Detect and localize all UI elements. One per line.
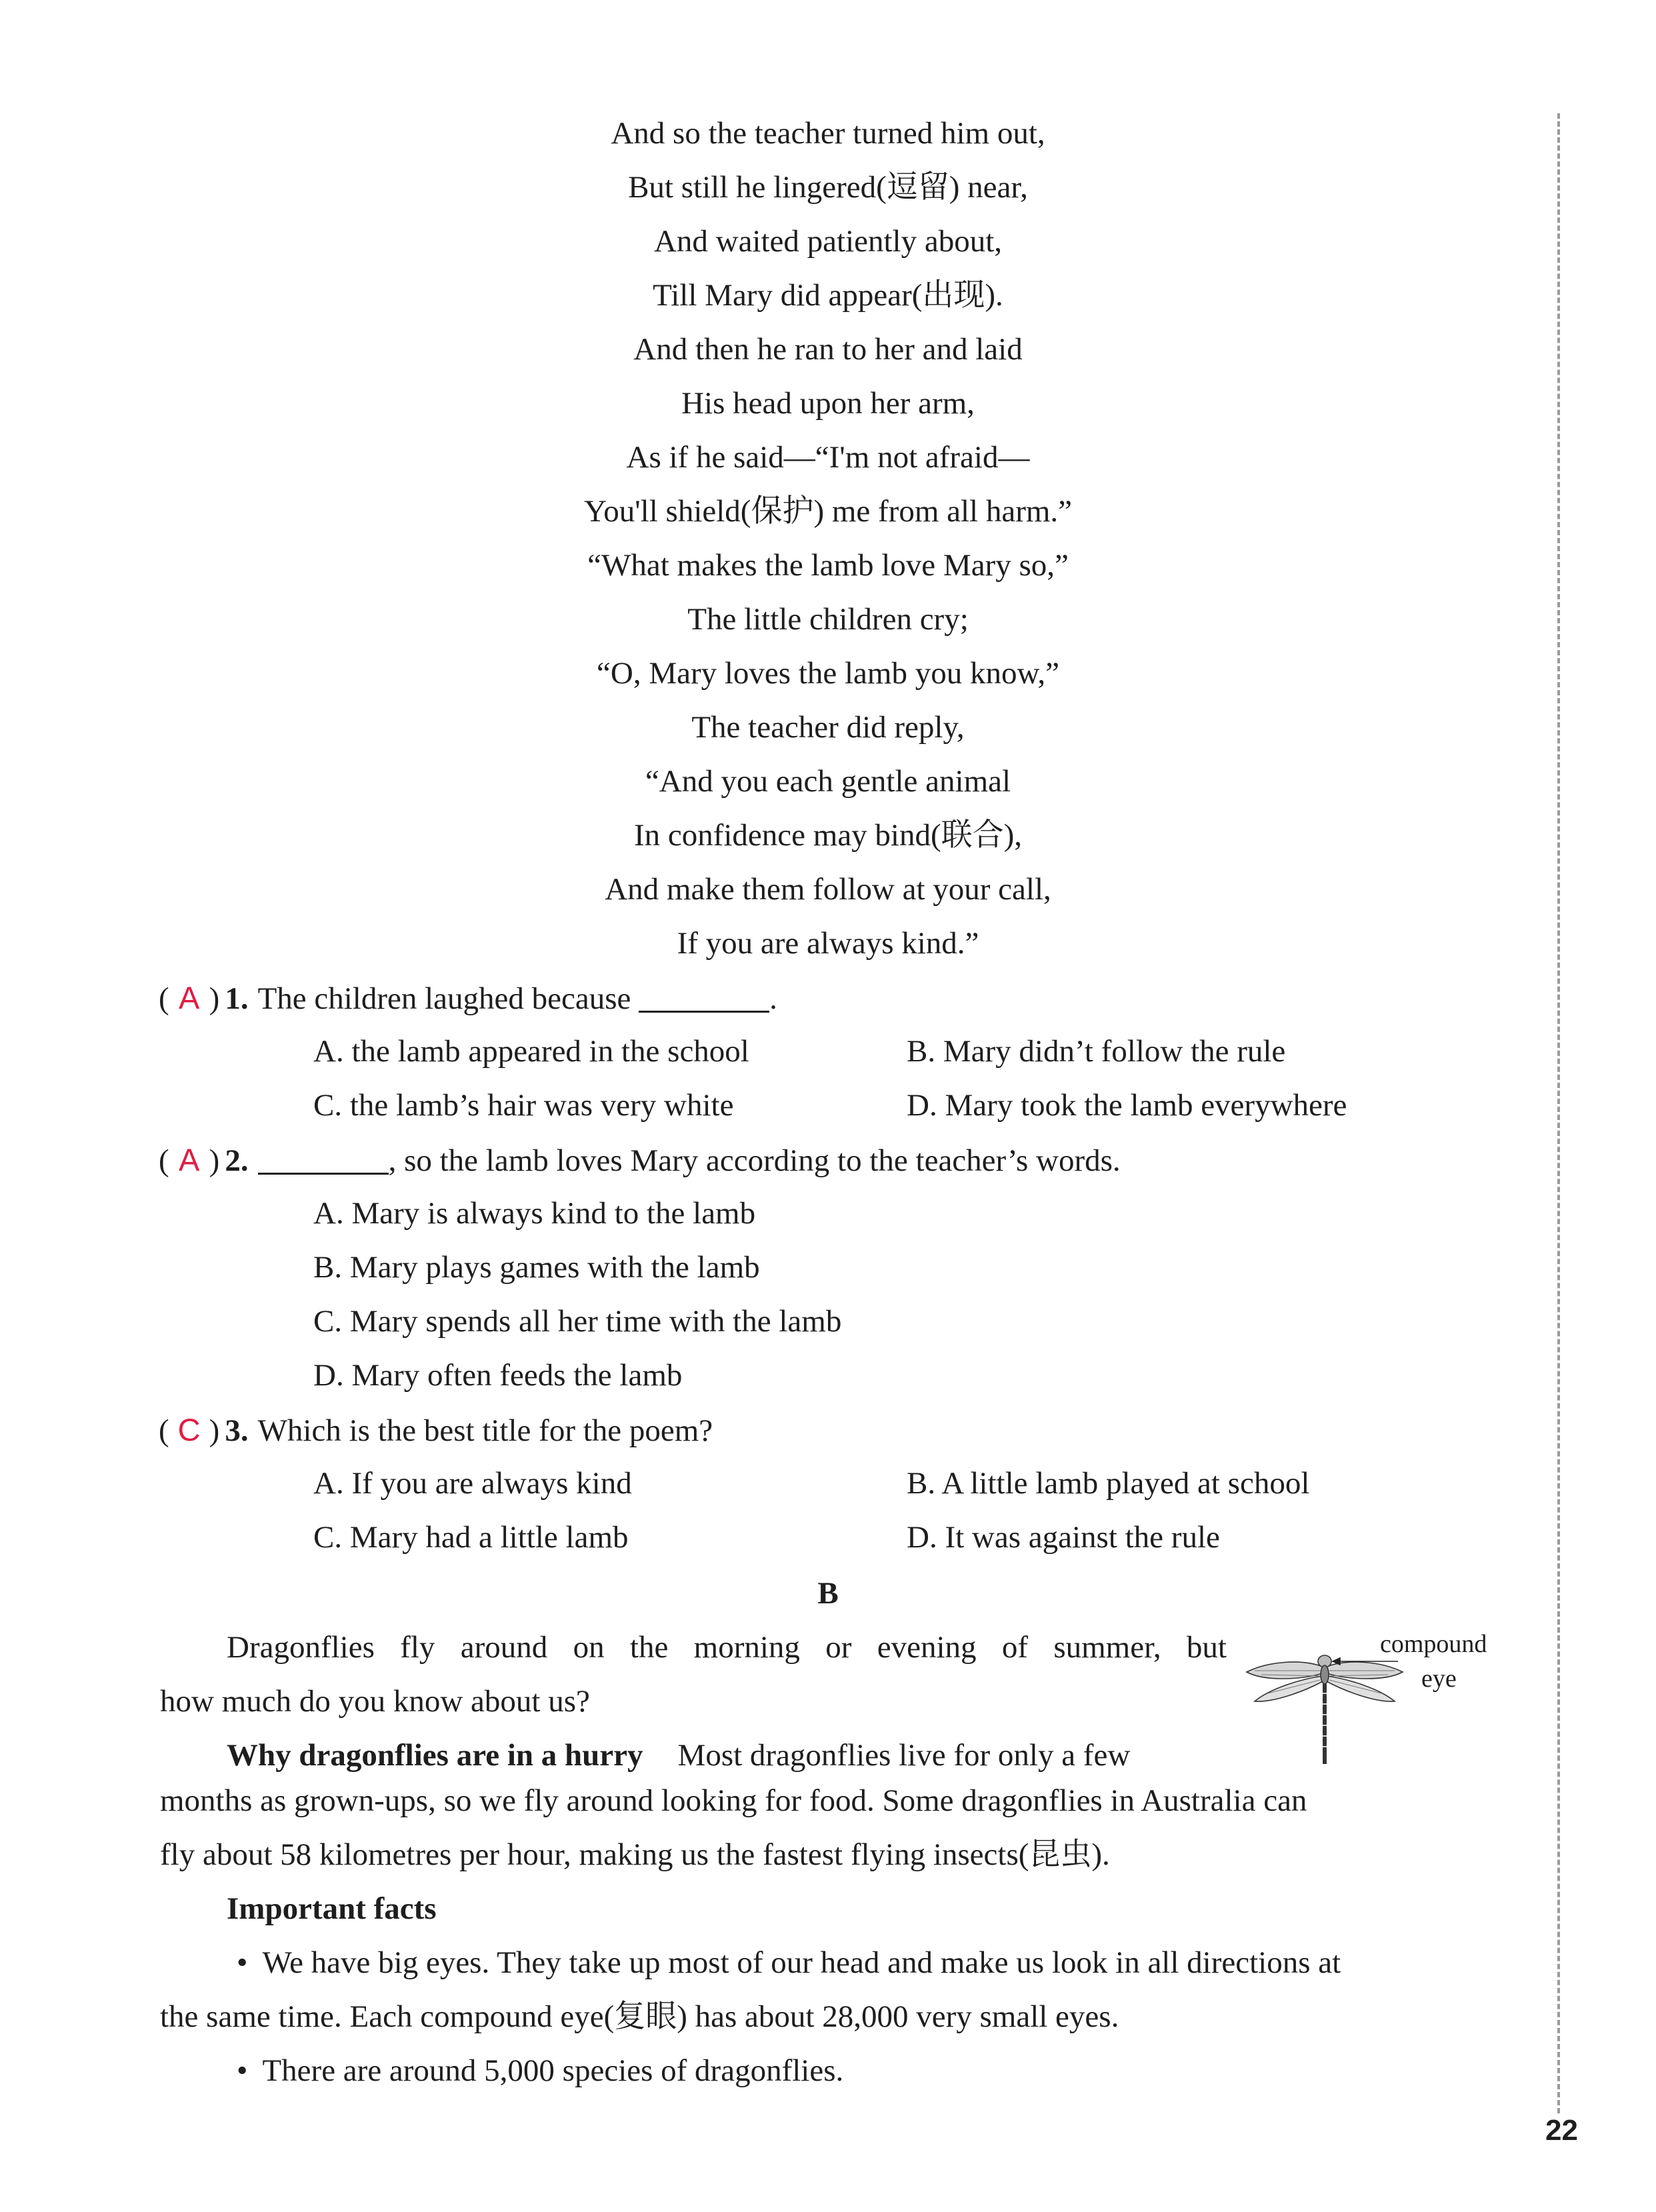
answer-paren-close: ) — [209, 1143, 220, 1178]
option-b[interactable]: B. Mary didn’t follow the rule — [907, 1034, 1286, 1069]
fact-text: We have big eyes. They take up most of our head and make us look in all directions at — [262, 1945, 1341, 1980]
fact-2 — [237, 2044, 843, 2098]
answer-paren-close: ) — [209, 981, 220, 1016]
option-b[interactable]: B. A little lamb played at school — [907, 1466, 1310, 1501]
option-a[interactable]: A. Mary is always kind to the lamb — [313, 1196, 756, 1231]
answer-paren-open: ( — [159, 1143, 169, 1178]
poem-line: And so the teacher turned him out, — [611, 116, 1045, 151]
fact-1-first-line — [237, 1936, 1341, 1990]
question-3 — [159, 1403, 713, 1458]
poem-line: The teacher did reply, — [691, 710, 965, 745]
image-caption: compound — [1380, 1630, 1487, 1658]
intro-line: Dragonflies fly around on the morning or evening of summer, but — [227, 1630, 1227, 1665]
bullet-icon: • — [237, 2053, 248, 2088]
poem-line: And make them follow at your call, — [605, 872, 1051, 907]
page-number: 22 — [1545, 2114, 1578, 2147]
poem-line: In confidence may bind(联合), — [633, 818, 1023, 853]
facts-heading: Important facts — [227, 1891, 437, 1926]
question-1 — [159, 971, 777, 1026]
question-stem: The children laughed because — [257, 981, 639, 1016]
answer-blank[interactable] — [639, 977, 769, 1013]
option-c[interactable]: C. Mary had a little lamb — [313, 1520, 629, 1555]
poem-line: As if he said—“I'm not afraid— — [626, 440, 1030, 475]
image-caption: eye — [1421, 1665, 1457, 1693]
hurry-line: fly about 58 kilometres per hour, making us the fastest flying insects(昆虫). — [160, 1837, 1110, 1872]
question-number: 2. — [225, 1143, 249, 1178]
poem-line: If you are always kind.” — [677, 926, 979, 961]
dragonfly-illustration — [1241, 1647, 1408, 1767]
option-d[interactable]: D. It was against the rule — [907, 1520, 1220, 1555]
option-c[interactable]: C. Mary spends all her time with the lamb — [313, 1304, 842, 1339]
option-a[interactable]: A. If you are always kind — [313, 1466, 632, 1501]
option-a[interactable]: A. the lamb appeared in the school — [313, 1034, 749, 1069]
question-2 — [159, 1133, 1121, 1188]
answer-choice[interactable]: A — [178, 1142, 200, 1177]
section-b-title: B — [817, 1576, 839, 1611]
hurry-heading: Why dragonflies are in a hurry — [227, 1738, 643, 1773]
poem-line: You'll shield(保护) me from all harm.” — [583, 494, 1073, 529]
poem-line: The little children cry; — [687, 602, 969, 637]
question-number: 3. — [225, 1413, 249, 1448]
hurry-text: Most dragonflies live for only a few — [677, 1738, 1131, 1773]
fact-1-line: the same time. Each compound eye(复眼) has about 28,000 very small eyes. — [160, 1999, 1119, 2034]
poem-line: “And you each gentle animal — [645, 764, 1011, 799]
poem-line: And waited patiently about, — [653, 224, 1003, 259]
poem-line: “What makes the lamb love Mary so,” — [587, 548, 1069, 583]
fact-text: There are around 5,000 species of dragonflies. — [262, 2053, 844, 2088]
dragonfly-icon — [1247, 1655, 1403, 1764]
poem-line: “O, Mary loves the lamb you know,” — [597, 656, 1059, 691]
question-stem: Which is the best title for the poem? — [257, 1413, 713, 1448]
answer-paren-open: ( — [159, 981, 169, 1016]
intro-line: how much do you know about us? — [160, 1684, 590, 1719]
question-number: 1. — [225, 981, 249, 1016]
poem-block — [0, 107, 1656, 971]
option-b[interactable]: B. Mary plays games with the lamb — [313, 1250, 760, 1285]
answer-choice[interactable]: C — [177, 1412, 201, 1447]
answer-choice[interactable]: A — [178, 980, 200, 1015]
answer-paren-open: ( — [159, 1413, 169, 1448]
option-d[interactable]: D. Mary took the lamb everywhere — [907, 1088, 1347, 1123]
hurry-line: months as grown-ups, so we fly around looking for food. Some dragonflies in Australia can — [160, 1783, 1307, 1818]
answer-blank[interactable] — [258, 1139, 389, 1175]
poem-line: But still he lingered(逗留) near, — [628, 170, 1028, 205]
question-stem-end: , so the lamb loves Mary according to the teacher’s words. — [388, 1143, 1121, 1178]
poem-line: And then he ran to her and laid — [633, 332, 1023, 367]
answer-paren-close: ) — [209, 1413, 220, 1448]
poem-line: His head upon her arm, — [681, 386, 975, 421]
question-stem-end: . — [769, 981, 777, 1016]
option-c[interactable]: C. the lamb’s hair was very white — [313, 1088, 734, 1123]
poem-line: Till Mary did appear(出现). — [653, 278, 1003, 313]
bullet-icon: • — [237, 1945, 248, 1980]
option-d[interactable]: D. Mary often feeds the lamb — [313, 1358, 683, 1393]
